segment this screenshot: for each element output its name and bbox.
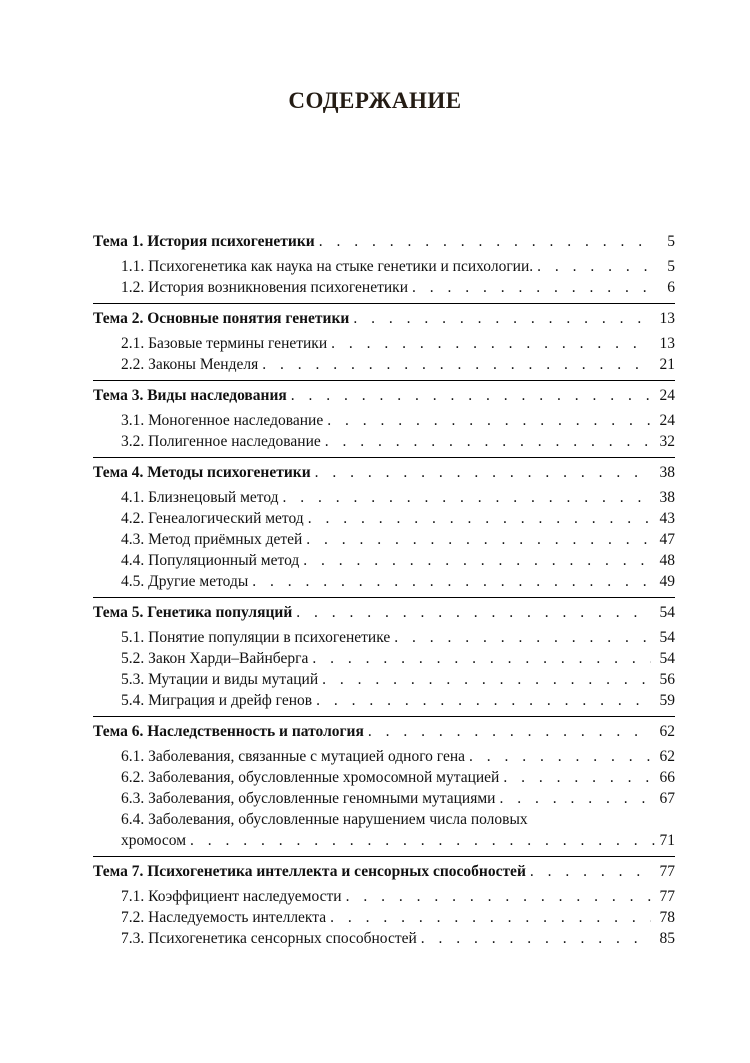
page-number: 85: [659, 930, 675, 947]
page-number: 62: [659, 748, 675, 765]
toc-item[interactable]: [93, 508, 675, 529]
toc-item[interactable]: [93, 277, 675, 298]
toc-item[interactable]: [93, 256, 675, 277]
toc-item-label: 6.3. Заболевания, обусловленные геномными мутациями: [121, 790, 496, 807]
toc-item[interactable]: [93, 788, 675, 809]
page-number: 54: [659, 604, 675, 621]
toc-item[interactable]: [93, 431, 675, 452]
toc-item-label: 2.2. Законы Менделя: [121, 356, 259, 373]
toc-topic-label: Тема 1. История психогенетики: [93, 233, 315, 250]
toc-item-label: 6.1. Заболевания, связанные с мутацией одного гена: [121, 748, 465, 765]
page-number: 24: [659, 412, 675, 429]
dot-leader: [353, 308, 651, 329]
page-number: 67: [659, 790, 675, 807]
page-number: 43: [659, 510, 675, 527]
toc-topic-heading[interactable]: [93, 385, 675, 406]
toc-item-label: 4.5. Другие методы: [121, 573, 249, 590]
dot-leader: [303, 550, 651, 571]
toc-topic-label: Тема 5. Генетика популяций: [93, 604, 293, 621]
toc-item[interactable]: [93, 669, 675, 690]
dot-leader: [308, 508, 651, 529]
toc-item[interactable]: [93, 907, 675, 928]
dot-leader: [315, 462, 651, 483]
dot-leader: [306, 529, 651, 550]
page-number: 66: [659, 769, 675, 786]
toc-topic-label: Тема 7. Психогенетика интеллекта и сенсорных способностей: [93, 863, 526, 880]
dot-leader: [262, 354, 651, 375]
toc-topic: [93, 385, 675, 458]
dot-leader: [283, 487, 651, 508]
toc-item-label: 3.2. Полигенное наследование: [121, 433, 321, 450]
page-number: 71: [659, 832, 675, 849]
toc-item[interactable]: [93, 648, 675, 669]
page-number: 47: [659, 531, 675, 548]
page-number: 5: [667, 258, 675, 275]
toc-item[interactable]: [93, 767, 675, 788]
page-number: 56: [659, 671, 675, 688]
toc-topic-heading[interactable]: [93, 308, 675, 329]
dot-leader: [503, 767, 651, 788]
toc-item-label: 7.1. Коэффициент наследуемости: [121, 888, 342, 905]
dot-leader: [327, 410, 651, 431]
toc-topic: [93, 231, 675, 304]
toc-item-label: 4.2. Генеалогический метод: [121, 510, 304, 527]
page-number: 49: [659, 573, 675, 590]
toc-item[interactable]: [93, 529, 675, 550]
toc-item[interactable]: [93, 886, 675, 907]
toc-topic-heading[interactable]: [93, 861, 675, 882]
page-number: 62: [659, 723, 675, 740]
dot-leader: [331, 333, 651, 354]
dot-leader: [346, 886, 651, 907]
toc-item[interactable]: [93, 571, 675, 592]
toc-item[interactable]: [93, 487, 675, 508]
toc-item-label: 7.3. Психогенетика сенсорных способностей: [121, 930, 417, 947]
toc-item-label: 5.2. Закон Харди–Вайнберга: [121, 650, 309, 667]
toc-topic-label: Тема 2. Основные понятия генетики: [93, 310, 350, 327]
dot-leader: [319, 231, 651, 252]
toc-item-label: 1.1. Психогенетика как наука на стыке генетики и психологии.: [121, 258, 534, 275]
toc-item[interactable]: [93, 354, 675, 375]
page-number: 38: [659, 464, 675, 481]
page-title: СОДЕРЖАНИЕ: [288, 88, 462, 113]
toc-topic-heading[interactable]: [93, 231, 675, 252]
toc-item-label: 3.1. Моногенное наследование: [121, 412, 324, 429]
toc-topic-label: Тема 6. Наследственность и патология: [93, 723, 364, 740]
toc-item-label: 5.1. Понятие популяции в психогенетике: [121, 629, 391, 646]
toc-item[interactable]: [93, 410, 675, 431]
toc-item[interactable]: [93, 627, 675, 648]
dot-leader: [499, 788, 651, 809]
page-number: 77: [659, 863, 675, 880]
toc-topic: [93, 602, 675, 717]
toc-item-label-cont: хромосом: [121, 832, 187, 849]
dot-leader: [421, 928, 651, 949]
toc-topic: [93, 721, 675, 857]
page-number: 78: [659, 909, 675, 926]
toc-item-label: 5.3. Мутации и виды мутаций: [121, 671, 319, 688]
dot-leader: [530, 861, 651, 882]
toc-item[interactable]: [93, 690, 675, 711]
page-number: 54: [659, 629, 675, 646]
dot-leader: [469, 746, 651, 767]
page-number: 24: [659, 387, 675, 404]
page-number: 38: [659, 489, 675, 506]
table-of-contents: [93, 231, 675, 958]
page-number: 77: [659, 888, 675, 905]
toc-topic: [93, 861, 675, 954]
toc-topic: [93, 308, 675, 381]
page-number: 54: [659, 650, 675, 667]
dot-leader: [412, 277, 651, 298]
toc-item-label: 4.4. Популяционный метод: [121, 552, 300, 569]
page-number: 32: [659, 433, 675, 450]
toc-item-label: 7.2. Наследуемость интеллекта: [121, 909, 327, 926]
toc-item-label: 6.2. Заболевания, обусловленные хромосомной мутацией: [121, 769, 500, 786]
toc-item[interactable]: [93, 333, 675, 354]
toc-item-label: 4.1. Близнецовый метод: [121, 489, 279, 506]
toc-item[interactable]: [93, 809, 675, 851]
page-number: 5: [667, 233, 675, 250]
dot-leader: [312, 648, 651, 669]
dot-leader: [368, 721, 651, 742]
toc-topic-label: Тема 4. Методы психогенетики: [93, 464, 311, 481]
page-number: 6: [667, 279, 675, 296]
dot-leader: [325, 431, 651, 452]
toc-item-label: 5.4. Миграция и дрейф генов: [121, 692, 313, 709]
dot-leader: [316, 690, 651, 711]
page-number: 48: [659, 552, 675, 569]
dot-leader: [322, 669, 651, 690]
page-number: 13: [659, 310, 675, 327]
dot-leader: [330, 907, 651, 928]
toc-item[interactable]: [93, 746, 675, 767]
page-number: 13: [659, 335, 675, 352]
page-number: 21: [659, 356, 675, 373]
toc-topic: [93, 462, 675, 598]
dot-leader: [394, 627, 651, 648]
toc-item-label: 6.4. Заболевания, обусловленные нарушением числа половых: [121, 811, 528, 828]
toc-topic-heading[interactable]: [93, 462, 675, 483]
dot-leader: [537, 256, 651, 277]
dot-leader: [252, 571, 651, 592]
toc-topic-heading[interactable]: [93, 602, 675, 623]
dot-leader: [190, 830, 655, 851]
page-number: 59: [659, 692, 675, 709]
toc-topic-heading[interactable]: [93, 721, 675, 742]
toc-item-label: 1.2. История возникновения психогенетики: [121, 279, 408, 296]
toc-item-label: 2.1. Базовые термины генетики: [121, 335, 328, 352]
dot-leader: [296, 602, 651, 623]
toc-topic-label: Тема 3. Виды наследования: [93, 387, 287, 404]
toc-item-label: 4.3. Метод приёмных детей: [121, 531, 303, 548]
toc-item[interactable]: [93, 928, 675, 949]
toc-item[interactable]: [93, 550, 675, 571]
dot-leader: [291, 385, 651, 406]
